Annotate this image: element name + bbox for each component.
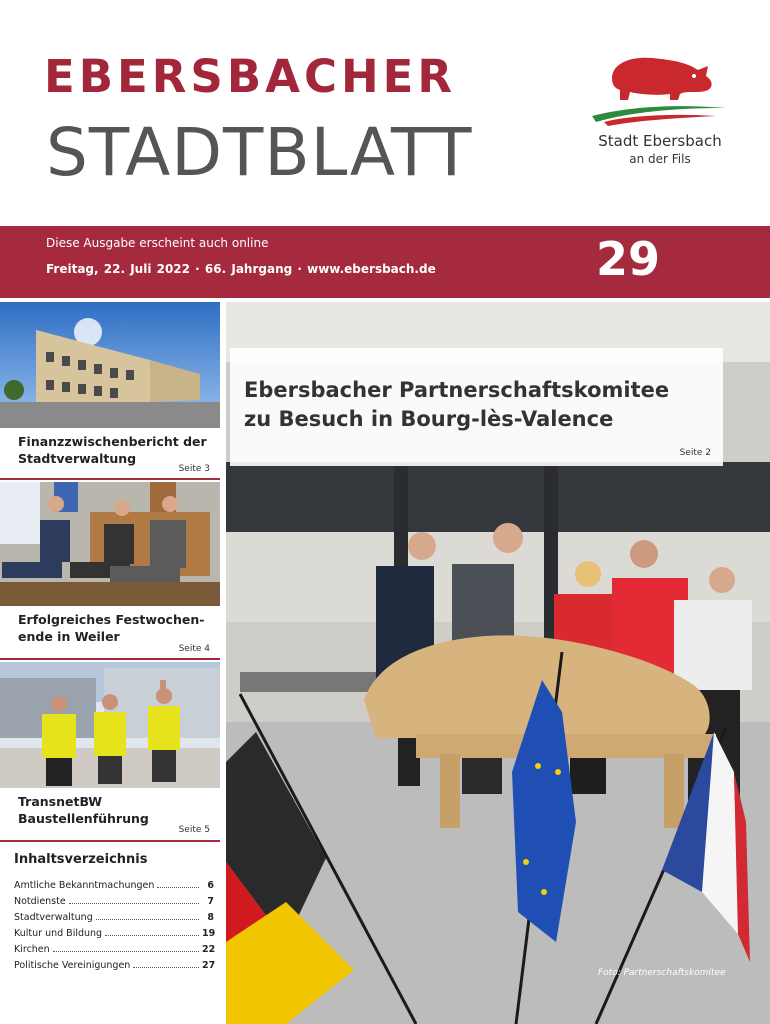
table-of-contents bbox=[14, 852, 214, 973]
toc-row-page: 8 bbox=[207, 911, 214, 923]
toc-row-page: 22 bbox=[202, 943, 216, 955]
toc-row-page: 19 bbox=[202, 927, 216, 939]
toc-row[interactable] bbox=[14, 941, 214, 957]
toc-leader bbox=[53, 951, 199, 952]
teaser-divider bbox=[0, 478, 220, 480]
masthead-title-line2: STADTBLATT bbox=[46, 114, 473, 191]
boar-emblem-icon bbox=[590, 48, 730, 128]
toc-row-label: Stadtverwaltung bbox=[14, 911, 93, 923]
issue-number: 29 bbox=[596, 232, 661, 286]
teaser-title-festival[interactable]: Erfolgreiches Festwochen-ende in Weiler bbox=[18, 612, 205, 644]
teaser-page-finance: Seite 3 bbox=[178, 464, 210, 474]
toc-row[interactable] bbox=[14, 957, 214, 973]
toc-row[interactable] bbox=[14, 925, 214, 941]
toc-leader bbox=[69, 903, 199, 904]
toc-row-page: 27 bbox=[202, 959, 216, 971]
lead-headline bbox=[244, 376, 669, 435]
lead-headline-line1: Ebersbacher Partnerschaftskomitee bbox=[244, 378, 670, 402]
teaser-divider bbox=[0, 840, 220, 842]
photo-credit: Foto: Partnerschaftskomitee bbox=[598, 968, 726, 978]
toc-row-label: Politische Vereinigungen bbox=[14, 959, 131, 971]
toc-row-page: 7 bbox=[207, 895, 214, 907]
teaser-page-site-tour: Seite 5 bbox=[178, 825, 210, 835]
toc-row[interactable] bbox=[14, 893, 214, 909]
teaser-page-festival: Seite 4 bbox=[178, 644, 210, 654]
toc-row[interactable] bbox=[14, 909, 214, 925]
teaser-photo-festival[interactable] bbox=[0, 482, 220, 606]
toc-leader bbox=[96, 919, 199, 920]
toc-row-label: Notdienste bbox=[14, 895, 66, 907]
lead-page: Seite 2 bbox=[679, 448, 711, 458]
toc-leader bbox=[105, 935, 199, 936]
toc-row-page: 6 bbox=[207, 879, 214, 891]
toc-leader bbox=[157, 887, 199, 888]
lead-headline-box[interactable] bbox=[230, 348, 723, 466]
online-note: Diese Ausgabe erscheint auch online bbox=[46, 236, 269, 250]
toc-row-label: Amtliche Bekanntmachungen bbox=[14, 879, 155, 891]
teaser-photo-town-hall[interactable] bbox=[0, 302, 220, 428]
teaser-title-finance[interactable]: Finanzzwischenbericht der Stadtverwaltung bbox=[18, 434, 207, 466]
toc-row-label: Kultur und Bildung bbox=[14, 927, 103, 939]
toc-row[interactable] bbox=[14, 877, 214, 893]
issue-band bbox=[0, 226, 770, 298]
lead-headline-line2: zu Besuch in Bourg-lès-Valence bbox=[244, 407, 614, 432]
teaser-photo-site-tour[interactable] bbox=[0, 662, 220, 788]
teaser-divider bbox=[0, 658, 220, 660]
logo-city-name: Stadt Ebersbach bbox=[598, 132, 722, 150]
issue-info: Freitag, 22. Juli 2022 · 66. Jahrgang · www.ebersbach.de bbox=[46, 262, 436, 276]
toc-row-label: Kirchen bbox=[14, 943, 50, 955]
teaser-title-site-tour[interactable]: TransnetBW Baustellenführung bbox=[18, 794, 149, 826]
city-logo bbox=[590, 48, 730, 178]
toc-title: Inhaltsverzeichnis bbox=[14, 852, 148, 867]
toc-leader bbox=[133, 967, 199, 968]
logo-city-sub: an der Fils bbox=[629, 152, 691, 166]
masthead-title-line1: EBERSBACHER bbox=[44, 50, 457, 103]
